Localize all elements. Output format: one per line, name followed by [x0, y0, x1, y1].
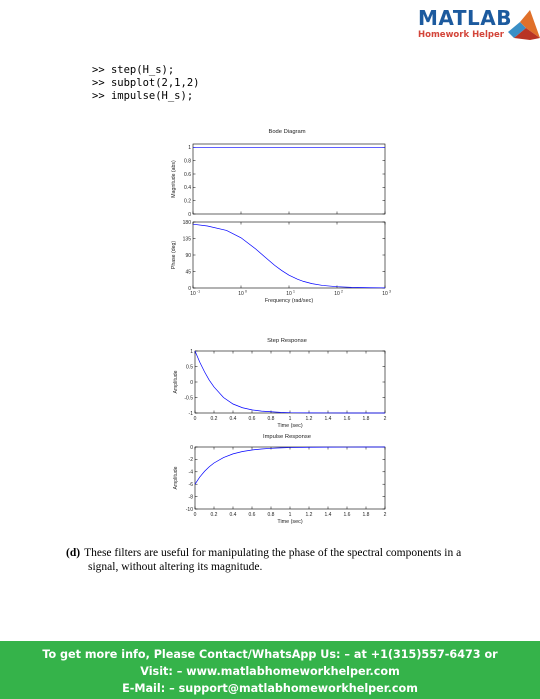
x-tick-label: 1 — [288, 512, 292, 518]
footer-email-line: E-Mail: – support@matlabhomeworkhelper.com — [122, 682, 418, 695]
y-tick-label: -10 — [185, 506, 193, 513]
x-tick-exponent: 2 — [341, 289, 343, 294]
x-tick-label: 0.2 — [210, 512, 218, 518]
x-tick-label: 1 — [288, 416, 292, 422]
code-line: >> subplot(2,1,2) — [92, 77, 200, 89]
x-tick-label: 10 — [286, 291, 292, 297]
plot-axes-frame — [195, 351, 385, 413]
y-tick-label: -8 — [188, 494, 193, 501]
x-tick-label: 1.2 — [305, 416, 313, 422]
y-tick-label: 0.4 — [184, 185, 191, 192]
y-tick-label: 0 — [190, 444, 193, 451]
plot-axes-frame — [193, 222, 385, 288]
x-axis-label: Time (sec) — [277, 519, 303, 525]
x-tick-label: 0 — [193, 416, 197, 422]
y-tick-label: 45 — [185, 269, 191, 276]
x-tick-label: 0.2 — [210, 416, 218, 422]
y-tick-label: 0.6 — [184, 171, 191, 178]
step-response-figure — [160, 334, 400, 435]
chart-title: Step Response — [267, 338, 307, 344]
chart-title: Impulse Response — [262, 434, 312, 440]
x-tick-label: 1.4 — [324, 512, 332, 518]
y-tick-label: 180 — [182, 219, 191, 226]
x-tick-label: 1.6 — [343, 512, 351, 518]
plot-axes-frame — [195, 447, 385, 509]
y-tick-label: 0.5 — [186, 364, 193, 371]
contact-footer — [0, 641, 540, 699]
y-tick-label: 1 — [190, 348, 193, 355]
logo-subtitle: Homework Helper — [418, 30, 504, 40]
y-tick-label: 135 — [182, 236, 191, 243]
y-tick-label: -0.5 — [184, 395, 193, 402]
y-tick-label: -4 — [188, 469, 193, 476]
x-tick-label: 0 — [193, 512, 197, 518]
y-axis-label: Magnitude (abs) — [171, 160, 177, 198]
x-tick-label: 10 — [334, 291, 340, 297]
y-tick-label: 0.8 — [184, 158, 191, 165]
paragraph-label: (d) — [66, 547, 81, 559]
plot-axes-frame — [193, 144, 385, 214]
footer-website-line: Visit: – www.matlabhomeworkhelper.com — [140, 665, 400, 678]
logo-title: MATLAB — [418, 6, 512, 30]
x-tick-label: 10 — [382, 291, 388, 297]
x-tick-label: 0.4 — [229, 512, 237, 518]
matlab-logo — [410, 6, 536, 46]
x-tick-exponent: 0 — [245, 289, 247, 294]
code-line: >> step(H_s); — [92, 64, 175, 76]
bode-diagram-figure — [160, 124, 400, 315]
x-tick-exponent: 1 — [293, 289, 295, 294]
impulse-response-figure — [160, 430, 400, 531]
y-tick-label: 0 — [188, 211, 191, 218]
matlab-membrane-icon — [506, 8, 540, 42]
y-tick-label: 0.2 — [184, 198, 191, 205]
x-tick-label: 0.4 — [229, 416, 237, 422]
y-axis-label: Phase (deg) — [171, 240, 177, 270]
x-tick-label: 0.6 — [248, 416, 256, 422]
chart-title: Bode Diagram — [268, 129, 306, 135]
x-tick-label: 0.8 — [267, 512, 275, 518]
x-tick-exponent: -1 — [197, 289, 201, 294]
y-axis-label: Amplitude — [173, 370, 179, 394]
x-tick-label: 10 — [190, 291, 196, 297]
x-tick-label: 10 — [238, 291, 244, 297]
y-tick-label: 0 — [190, 379, 193, 386]
x-tick-label: 0.8 — [267, 416, 275, 422]
y-tick-label: 90 — [185, 252, 191, 259]
y-tick-label: -6 — [188, 482, 193, 488]
y-tick-label: -1 — [188, 410, 193, 417]
x-tick-label: 0.6 — [248, 512, 256, 518]
impulse-response-chart — [160, 430, 400, 526]
x-tick-label: 2 — [383, 416, 387, 422]
x-tick-label: 1.6 — [343, 416, 351, 422]
x-tick-label: 1.2 — [305, 512, 313, 518]
x-axis-label: Frequency (rad/sec) — [264, 298, 314, 304]
y-tick-label: -2 — [188, 457, 193, 464]
code-line: >> impulse(H_s); — [92, 90, 194, 102]
matlab-code-block — [92, 64, 199, 103]
x-tick-label: 1.4 — [324, 416, 332, 422]
y-tick-label: 1 — [188, 145, 191, 152]
bode-diagram-chart — [160, 124, 400, 310]
x-axis-label: Time (sec) — [277, 423, 303, 429]
step-response-chart — [160, 334, 400, 430]
footer-contact-line: To get more info, Please Contact/WhatsApp Us: – at +1(315)557-6473 or — [42, 648, 498, 661]
x-tick-label: 1.8 — [362, 416, 370, 422]
paragraph-line-2: signal, without altering its magnitude. — [88, 561, 263, 573]
y-axis-label: Amplitude — [173, 466, 179, 490]
x-tick-exponent: 3 — [389, 289, 391, 294]
y-tick-label: 0 — [188, 285, 191, 292]
paragraph-line-1: These filters are useful for manipulating the phase of the spectral components in a — [84, 547, 462, 559]
x-tick-label: 1.8 — [362, 512, 370, 518]
paragraph-d — [66, 546, 486, 574]
x-tick-label: 2 — [383, 512, 387, 518]
